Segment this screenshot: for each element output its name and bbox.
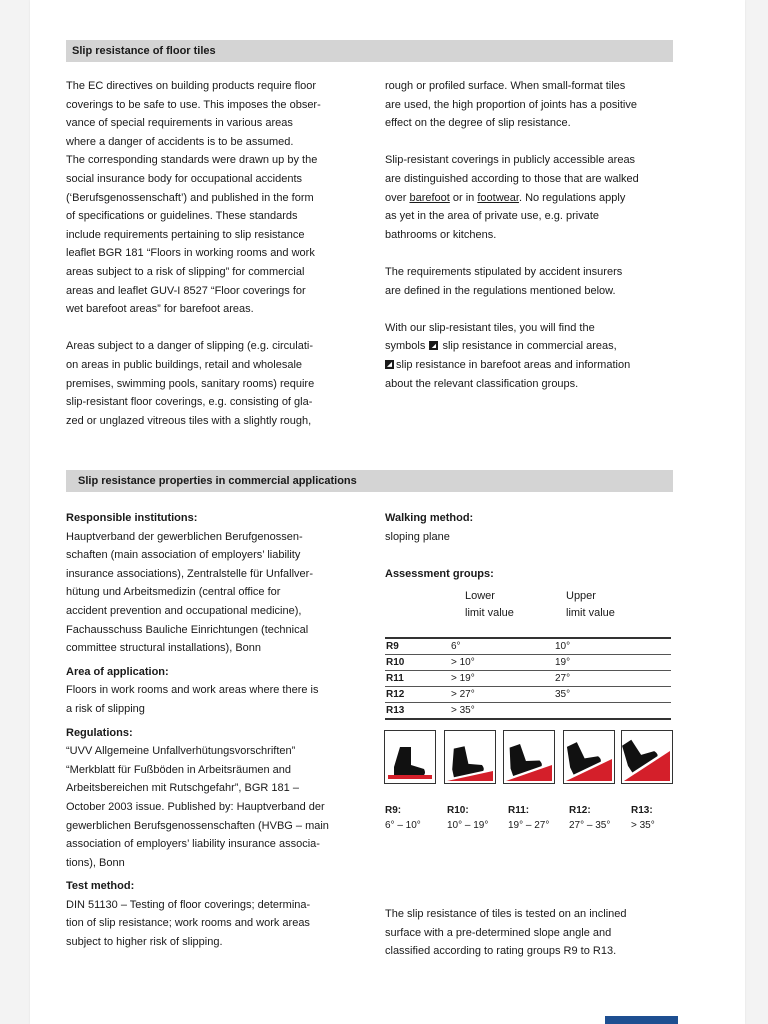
pictogram-r9 — [384, 730, 436, 784]
group-range: 27° – 35° — [569, 820, 611, 831]
para-ec-directives: The EC directives on building products require floor coverings to be safe to use. This imposes the obser- vance of special requirements in various areas where a danger of accidents is to be assumed. The corresponding standards were drawn up by the social insurance body for occupational accidents (‘Berufsgenossenschaft’) and published in the form of specifications or guidelines. These standards include requirements pertaining to slip resistance leaflet BGR 181 “Floors in working rooms and work areas subject to a risk of slipping” for commercial areas and leaflet GUV-I 8527 “Floor coverings for wet barefoot areas” for barefoot areas. — [66, 80, 321, 316]
heading-assessment-groups: Assessment groups: — [385, 567, 494, 580]
assessment-groups-table — [385, 637, 671, 720]
pictogram-label — [631, 803, 655, 833]
heading-test-method: Test method: — [66, 880, 135, 893]
para-institutions: Hauptverband der gewerblichen Berufgenossen- schaften (main association of employers’ liability insurance associations), Zentralstelle für Unfallver- hütung und Arbeitsmedizin (central office for accident prevention and occupational medicine), Fachausschuss Bauliche Einrichtungen (technical committee structural installations), Bonn — [66, 530, 313, 655]
pictogram-label — [569, 803, 610, 833]
table-row: R12 > 27° 35° — [385, 687, 671, 703]
para-rough-surface: rough or profiled surface. When small-format tiles are used, the high proportion of joints has a positive effect on the degree of slip resistance. — [385, 80, 637, 130]
boot-icon — [385, 731, 435, 783]
heading-regulations: Regulations: — [66, 726, 133, 739]
group-range: 19° – 27° — [508, 820, 550, 831]
table-row: R10 > 10° 19° — [385, 655, 671, 671]
lower-limit-header: Lower limit value — [465, 590, 514, 619]
para-regulations: “UVV Allgemeine Unfallverhütungsvorschriften” “Merkblatt für Fußböden in Arbeitsräumen and Arbeitsbereichen mit Rutschgefahr”, BGR 181 – October 2003 issue. Published by: Hauptverband der gewerblichen Berufsgenossenschaften (HVBG – main association of employers’ liability insurance associa- tions), Bonn — [66, 745, 329, 869]
group-name: R10: — [447, 805, 469, 816]
boot-icon — [622, 731, 672, 783]
barefoot-slip-symbol-icon — [385, 360, 394, 369]
group-range: 10° – 19° — [447, 820, 489, 831]
para-test-description: The slip resistance of tiles is tested on an inclined surface with a pre-determined slope angle and classified according to rating groups R9 to R13. — [385, 908, 627, 958]
para-symbols: With our slip-resistant tiles, you will find the symbols slip resistance in commercial areas, slip resistance in barefoot areas and information about the relevant classification groups. — [385, 321, 631, 390]
section2-right-column — [385, 509, 673, 583]
page-nav-button[interactable] — [605, 1016, 678, 1024]
pictogram-r11 — [503, 730, 555, 784]
group-range: 6° – 10° — [385, 820, 421, 831]
pictogram-r10 — [444, 730, 496, 784]
pictogram-label — [447, 803, 488, 833]
para-test-method: DIN 51130 – Testing of floor coverings; determina- tion of slip resistance; work rooms and work areas subject to higher risk of slipping. — [66, 898, 311, 949]
pictogram-label — [508, 803, 549, 833]
group-name: R12: — [569, 805, 591, 816]
pictogram-r12 — [563, 730, 615, 784]
test-description — [385, 905, 673, 961]
footwear-term: footwear — [477, 191, 519, 204]
heading-walking-method: Walking method: — [385, 512, 474, 524]
group-name: R9: — [385, 805, 402, 816]
upper-limit-header: Upper limit value — [566, 590, 615, 619]
group-name: R11: — [508, 805, 530, 816]
table-row: R9 6° 10° — [385, 638, 671, 655]
para-areas-danger: Areas subject to a danger of slipping (e.g. circulati- on areas in public buildings, retail and wholesale premises, swimming pools, sanitary rooms) require slip-resistant floor coverings, e.g. consisting of gla- zed or unglazed vitreous tiles with a slightly rough, — [66, 340, 315, 427]
pictogram-label — [385, 803, 421, 833]
section1-right-column — [385, 77, 673, 393]
commercial-slip-symbol-icon — [429, 341, 438, 350]
section-title-commercial: Slip resistance properties in commercial applications — [66, 470, 673, 492]
para-requirements: The requirements stipulated by accident insurers are defined in the regulations mentioned below. — [385, 265, 623, 297]
group-range: > 35° — [631, 820, 655, 831]
boot-icon — [445, 731, 495, 783]
pictogram-r13 — [621, 730, 673, 784]
para-area: Floors in work rooms and work areas where there is a risk of slipping — [66, 684, 319, 715]
boot-icon — [564, 731, 614, 783]
group-name: R13: — [631, 805, 653, 816]
para-public-areas: Slip-resistant coverings in publicly accessible areas are distinguished according to those that are walked over barefoot or in footwear. No regulations apply as yet in the area of private use, e.g. private bathrooms or kitchens. — [385, 154, 639, 241]
heading-institutions: Responsible institutions: — [66, 512, 198, 524]
section1-left-column — [66, 77, 354, 430]
heading-area: Area of application: — [66, 665, 169, 678]
table-row: R13 > 35° — [385, 703, 671, 720]
section2-left-column — [66, 509, 354, 952]
barefoot-term: barefoot — [409, 191, 450, 204]
boot-icon — [504, 731, 554, 783]
table-row: R11 > 19° 27° — [385, 671, 671, 687]
walking-method-value: sloping plane — [385, 530, 450, 543]
section-title-slip-resistance: Slip resistance of floor tiles — [66, 40, 673, 62]
